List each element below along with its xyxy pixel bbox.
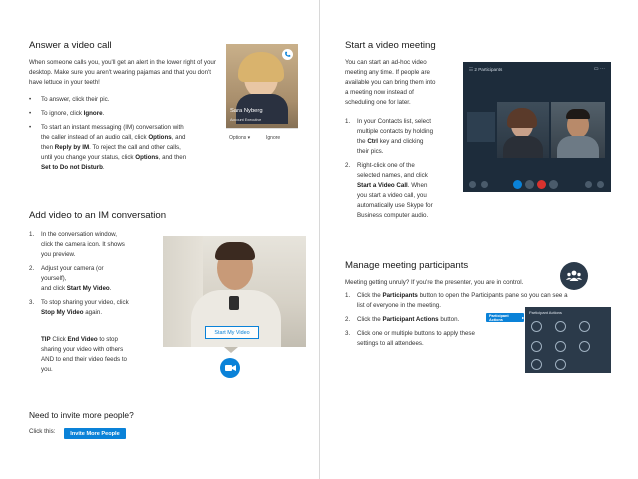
man-hair bbox=[566, 109, 590, 119]
more-icon[interactable] bbox=[549, 180, 558, 189]
no-meeting-im-icon[interactable] bbox=[579, 321, 590, 332]
add-video-heading: Add video to an IM conversation bbox=[29, 210, 167, 221]
person-hair bbox=[215, 242, 255, 260]
popout-icon[interactable] bbox=[585, 181, 592, 188]
video-tile-woman bbox=[497, 102, 549, 158]
sunglasses-icon bbox=[229, 296, 239, 310]
manage-participants-heading: Manage meeting participants bbox=[345, 260, 469, 271]
woman-shoulders bbox=[503, 136, 543, 158]
meeting-steps bbox=[345, 117, 460, 225]
add-video-steps bbox=[29, 230, 159, 322]
answer-bullet-2: • To ignore, click Ignore. bbox=[29, 110, 105, 117]
participants-count[interactable]: ☷ 2 Participants bbox=[469, 67, 503, 72]
camera-icon[interactable] bbox=[220, 358, 240, 378]
answer-bullet-1: • To answer, click their pic. bbox=[29, 96, 110, 103]
start-video-meeting-heading: Start a video meeting bbox=[345, 40, 436, 51]
answer-intro: When someone calls you, you'll get an alert in the lower right of your desktop. Make sure you aren't wearing pajamas and that you don't have lettuce in your teeth! bbox=[29, 59, 216, 86]
invite-click-text: Click this: bbox=[29, 428, 56, 435]
invite-heading: Need to invite more people? bbox=[29, 410, 134, 420]
meeting-step-1: 1. In your Contacts list, select multiple contacts by holding the Ctrl key and clicking their pics. bbox=[345, 118, 434, 155]
phone-icon[interactable] bbox=[282, 49, 293, 60]
alert-actions-bar bbox=[226, 128, 298, 148]
page-divider bbox=[319, 0, 320, 479]
meeting-intro: You can start an ad-hoc video meeting any time. If people are available you can bring them into a meeting now instead of scheduling one for later. bbox=[345, 59, 436, 106]
add-video-step-1: 1. In the conversation window, click the camera icon. It shows you preview. bbox=[29, 231, 125, 258]
hang-up-icon[interactable] bbox=[537, 180, 546, 189]
woman-hair bbox=[507, 108, 537, 128]
manage-step-2: 2. Click the Participant Actions button. bbox=[345, 316, 460, 323]
share-icon[interactable] bbox=[481, 181, 488, 188]
copy-names-icon[interactable] bbox=[555, 359, 566, 370]
manage-intro: Meeting getting unruly? If you're the presenter, you are in control. bbox=[345, 279, 524, 286]
chat-icon[interactable] bbox=[469, 181, 476, 188]
contact-tile bbox=[467, 112, 495, 142]
mic-icon[interactable] bbox=[525, 180, 534, 189]
panel-title: Participant Actions bbox=[529, 310, 562, 315]
video-preview bbox=[163, 236, 306, 347]
meeting-step-2: 2. Right-click one of the selected names, and click Start a Video Call. When you start a video call, you automatically use Skype for Business computer audio. bbox=[345, 162, 433, 219]
invite-more-people-button[interactable]: Invite More People bbox=[64, 428, 126, 439]
hide-names-icon[interactable] bbox=[531, 341, 542, 352]
start-my-video-button[interactable]: Start My Video bbox=[205, 326, 259, 339]
add-video-step-2: 2. Adjust your camera (or yourself), and click Start My Video. bbox=[29, 265, 112, 292]
answer-bullet-3: • To start an instant messaging (IM) conversation with the caller instead of an audio call, click Options, and then Reply by IM. To reject the call and other calls, until you change your status, click Options, and then Set to Do not Disturb. bbox=[29, 124, 187, 171]
fullscreen-icon[interactable] bbox=[597, 181, 604, 188]
manage-step-1: 1. Click the Participants button to open the Participants pane so you can see a list of everyone in the meeting. bbox=[345, 292, 568, 309]
preview-pointer bbox=[224, 347, 238, 353]
mute-all-icon[interactable] bbox=[531, 321, 542, 332]
add-video-step-3: 3. To stop sharing your video, click Stop My Video again. bbox=[29, 299, 129, 316]
answer-bullets bbox=[29, 95, 224, 177]
no-attendee-video-icon[interactable] bbox=[555, 321, 566, 332]
answer-video-call-heading: Answer a video call bbox=[29, 40, 112, 51]
caller-name: Sara Nyberg bbox=[230, 108, 263, 114]
ignore-button[interactable]: Ignore bbox=[266, 135, 281, 141]
meeting-toolbar bbox=[463, 178, 611, 192]
meeting-entry-icon[interactable] bbox=[531, 359, 542, 370]
participant-actions-button[interactable]: Participant Actions ▸ bbox=[486, 313, 524, 322]
manage-step-3: 3. Click one or multiple buttons to apply these settings to all attendees. bbox=[345, 330, 475, 347]
options-button[interactable]: Options ▾ bbox=[229, 135, 251, 141]
caller-title: Account Executive bbox=[230, 118, 262, 122]
participant-actions-panel bbox=[525, 307, 611, 373]
video-tile-man bbox=[551, 102, 605, 158]
incoming-call-alert[interactable] bbox=[226, 44, 298, 148]
invite-by-email-icon[interactable] bbox=[579, 341, 590, 352]
video-toggle-icon[interactable] bbox=[513, 180, 522, 189]
everyone-attendee-icon[interactable] bbox=[555, 341, 566, 352]
man-shoulders bbox=[557, 136, 599, 158]
video-meeting-window bbox=[463, 62, 611, 192]
caller-hair bbox=[238, 52, 284, 82]
window-controls[interactable]: ▭ ⋯ bbox=[593, 66, 605, 72]
add-video-tip: TIP Click End Video to stop sharing your video with others AND to end their video feeds to you. bbox=[41, 336, 127, 373]
